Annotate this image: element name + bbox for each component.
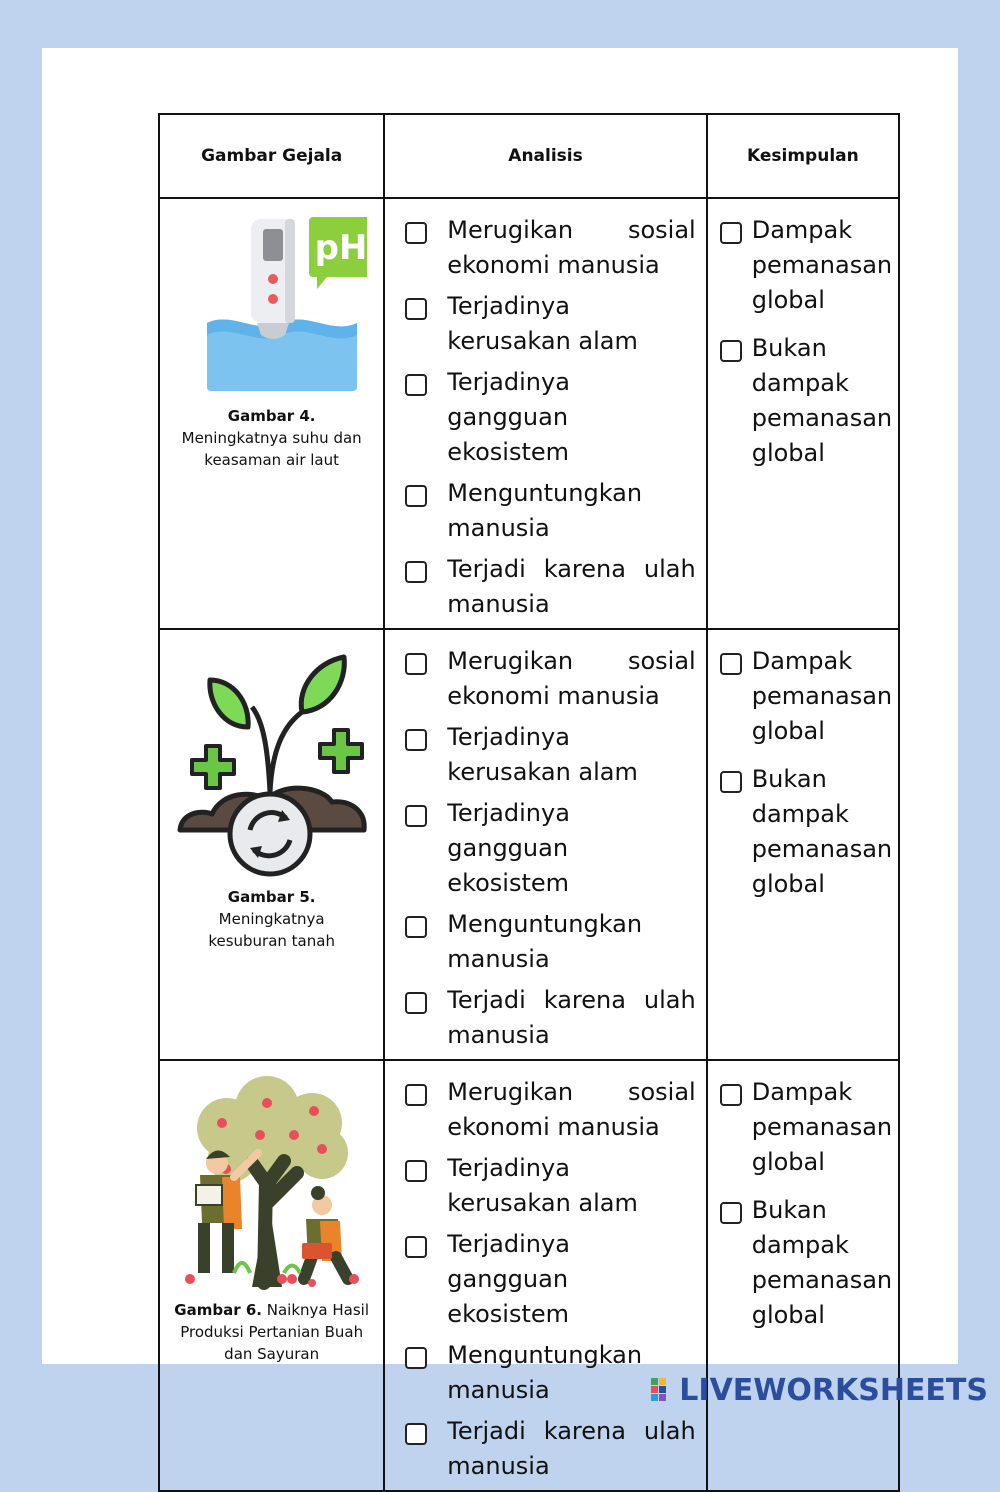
checkbox[interactable] [405,222,427,244]
option-item[interactable] [405,1227,695,1332]
option-item[interactable] [405,552,695,622]
checkbox[interactable] [405,1423,427,1445]
option-label: Terjadinya gangguan ekosistem [447,1230,570,1328]
header-analisis: Analisis [384,114,706,198]
header-kesimpulan: Kesimpulan [707,114,899,198]
image-cell [159,198,384,629]
table-row [159,1060,899,1491]
option-item[interactable] [405,720,695,790]
checkbox[interactable] [405,916,427,938]
option-item[interactable] [405,289,695,359]
option-label: Terjadinya gangguan ekosistem [447,799,570,897]
checkbox[interactable] [720,1084,742,1106]
option-item[interactable] [405,644,695,714]
conclusion-cell [707,1060,899,1491]
option-label: Menguntungkan manusia [447,1341,643,1404]
ph-meter-icon [177,211,367,401]
option-label: Dampak pemanasan global [751,647,893,745]
table-row [159,198,899,629]
option-item[interactable] [405,1075,695,1145]
figure-caption [160,1299,383,1365]
option-item[interactable] [405,213,695,283]
checkbox[interactable] [405,1160,427,1182]
checkbox[interactable] [720,771,742,793]
conclusion-options [708,630,898,902]
analysis-options [385,1061,705,1484]
option-label: Terjadinya gangguan ekosistem [447,368,570,466]
caption-text: Meningkatnya suhu dan keasaman air laut [181,429,362,469]
table-row [159,629,899,1060]
option-label: Bukan dampak pemanasan global [751,334,893,467]
option-label: Merugikan sosial ekonomi manusia [447,647,696,710]
option-label: Menguntungkan manusia [447,479,643,542]
image-cell [159,1060,384,1491]
option-label: Dampak pemanasan global [751,1078,893,1176]
option-label: Bukan dampak pemanasan global [751,765,893,898]
caption-bold: Gambar 6. [174,1301,262,1319]
checkbox[interactable] [405,298,427,320]
conclusion-cell [707,198,899,629]
checkbox[interactable] [405,374,427,396]
checkbox[interactable] [405,1347,427,1369]
option-label: Terjadi karena ulah manusia [447,986,696,1049]
checkbox[interactable] [720,653,742,675]
option-item[interactable] [405,907,695,977]
image-cell [159,629,384,1060]
brand-wordmark: LIVEWORKSHEETS [679,1372,988,1408]
option-label: Terjadi karena ulah manusia [447,1417,696,1480]
option-item[interactable] [720,1193,893,1333]
option-item[interactable] [405,983,695,1053]
option-item[interactable] [720,331,893,471]
option-item[interactable] [720,213,893,318]
symptom-analysis-table [158,113,900,1492]
conclusion-options [708,1061,898,1333]
option-item[interactable] [405,1151,695,1221]
option-item[interactable] [720,762,893,902]
option-label: Merugikan sosial ekonomi manusia [447,1078,696,1141]
caption-bold: Gambar 5. [227,888,316,906]
fruit-tree-farmers-icon [172,1073,372,1293]
checkbox[interactable] [405,485,427,507]
analysis-options [385,199,705,622]
option-label: Menguntungkan manusia [447,910,643,973]
caption-bold: Gambar 4. [227,407,316,425]
checkbox[interactable] [405,653,427,675]
checkbox[interactable] [405,1084,427,1106]
checkbox[interactable] [405,992,427,1014]
checkbox[interactable] [405,561,427,583]
checkbox[interactable] [720,222,742,244]
table-header-row [159,114,899,198]
figure-caption [160,886,383,952]
caption-text: Meningkatnya kesuburan tanah [208,910,335,950]
soil-plant-icon [172,652,372,882]
conclusion-cell [707,629,899,1060]
checkbox[interactable] [405,1236,427,1258]
option-item[interactable] [720,1075,893,1180]
analysis-options [385,630,705,1053]
header-gambar-gejala: Gambar Gejala [159,114,384,198]
checkbox[interactable] [720,1202,742,1224]
option-label: Merugikan sosial ekonomi manusia [447,216,696,279]
analysis-cell [384,1060,706,1491]
option-label: Terjadi karena ulah manusia [447,555,696,618]
checkbox[interactable] [405,729,427,751]
caption-text: Naiknya Hasil Produksi Pertanian Buah dan Sayuran [180,1301,369,1363]
option-item[interactable] [405,365,695,470]
analysis-cell [384,629,706,1060]
option-item[interactable] [405,796,695,901]
figure-caption [160,405,383,471]
option-item[interactable] [405,1414,695,1484]
svg-text:pH: pH [314,228,367,268]
option-item[interactable] [405,476,695,546]
liveworksheets-logo-icon [651,1378,675,1402]
liveworksheets-brand[interactable] [651,1373,988,1407]
option-label: Terjadinya kerusakan alam [447,723,638,786]
analysis-cell [384,198,706,629]
option-label: Terjadinya kerusakan alam [447,1154,638,1217]
checkbox[interactable] [405,805,427,827]
option-label: Bukan dampak pemanasan global [751,1196,893,1329]
option-item[interactable] [720,644,893,749]
option-label: Dampak pemanasan global [751,216,893,314]
option-label: Terjadinya kerusakan alam [447,292,638,355]
checkbox[interactable] [720,340,742,362]
conclusion-options [708,199,898,471]
